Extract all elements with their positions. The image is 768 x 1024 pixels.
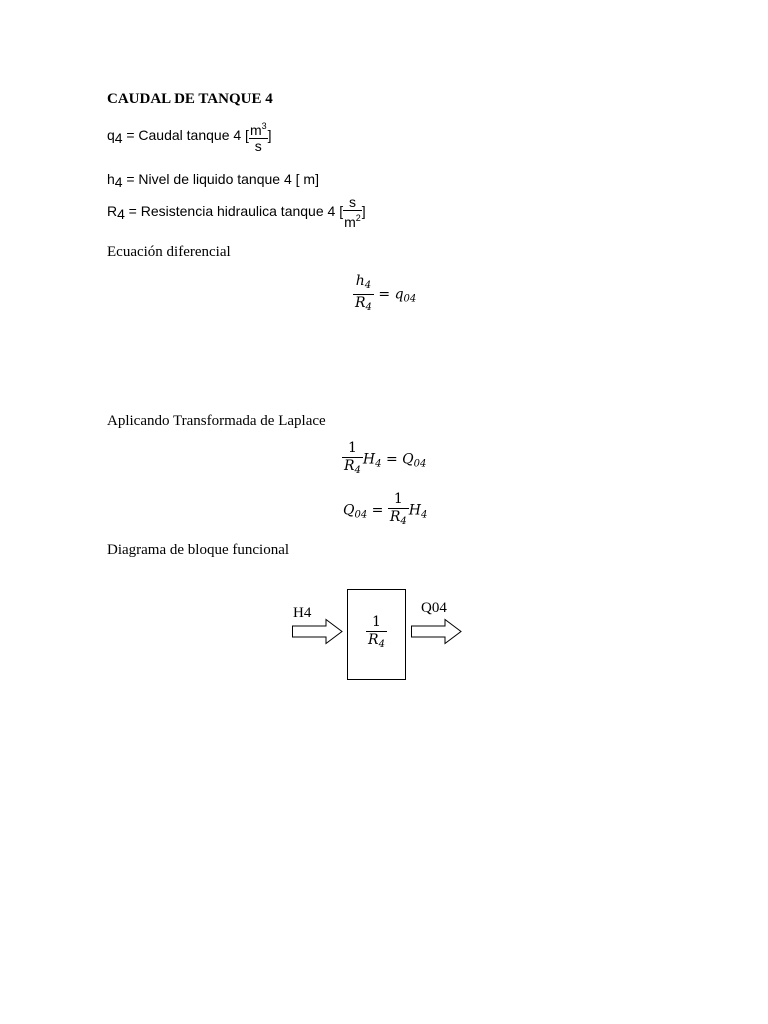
output-arrow bbox=[411, 619, 463, 645]
section-differential-equation: Ecuación diferencial bbox=[107, 244, 231, 260]
laplace-equation-2: $Q_{04}$ = $\frac{1}{R_4}$ $H_4$ bbox=[343, 491, 427, 530]
definition-text: = Resistencia hidraulica tanque 4 [ bbox=[128, 202, 344, 219]
definition-r4: R4 = Resistencia hidraulica tanque 4 [ $\frac{s}{m^2}$ ] bbox=[107, 194, 366, 230]
definition-q4: q4 = Caudal tanque 4 [ $\frac{m^3}{s}$ ] bbox=[107, 121, 272, 154]
subscript: 4 bbox=[117, 205, 125, 222]
unit-fraction: $\frac{s}{m^2}$ bbox=[344, 194, 361, 230]
symbol-h: h bbox=[107, 171, 115, 187]
symbol-r: R bbox=[107, 202, 118, 219]
definition-text: = Caudal tanque 4 [ bbox=[126, 126, 249, 143]
section-block-diagram: Diagrama de bloque funcional bbox=[107, 542, 290, 558]
subscript: 4 bbox=[114, 174, 123, 190]
output-label: Q04 bbox=[421, 600, 447, 616]
input-label: H4 bbox=[293, 605, 312, 621]
equation-fraction: $\frac{h_4}{R_4}$ bbox=[355, 273, 372, 313]
page-heading: CAUDAL DE TANQUE 4 bbox=[107, 91, 273, 107]
equation-fraction: $\frac{1}{R_4}$ bbox=[389, 491, 407, 527]
definition-text: = Nivel de liquido tanque 4 [ m] bbox=[126, 171, 319, 187]
equation-fraction: $\frac{1}{R_4}$ bbox=[344, 440, 361, 476]
definition-h4 bbox=[107, 171, 319, 190]
block-fraction: $\frac{1}{R_4}$ bbox=[368, 614, 385, 650]
unit-fraction: $\frac{m^3}{s}$ bbox=[249, 121, 267, 154]
transfer-function-block bbox=[347, 589, 406, 680]
subscript: 4 bbox=[114, 129, 123, 146]
input-arrow bbox=[292, 619, 344, 645]
symbol-q: q bbox=[107, 126, 115, 143]
laplace-equation-1: $\frac{1}{R_4}$ $H_4 = Q_{04}$ bbox=[342, 440, 426, 479]
differential-equation: $\frac{h_4}{R_4}$ = $q_{04}$ bbox=[353, 273, 416, 316]
section-laplace: Aplicando Transformada de Laplace bbox=[107, 413, 326, 429]
